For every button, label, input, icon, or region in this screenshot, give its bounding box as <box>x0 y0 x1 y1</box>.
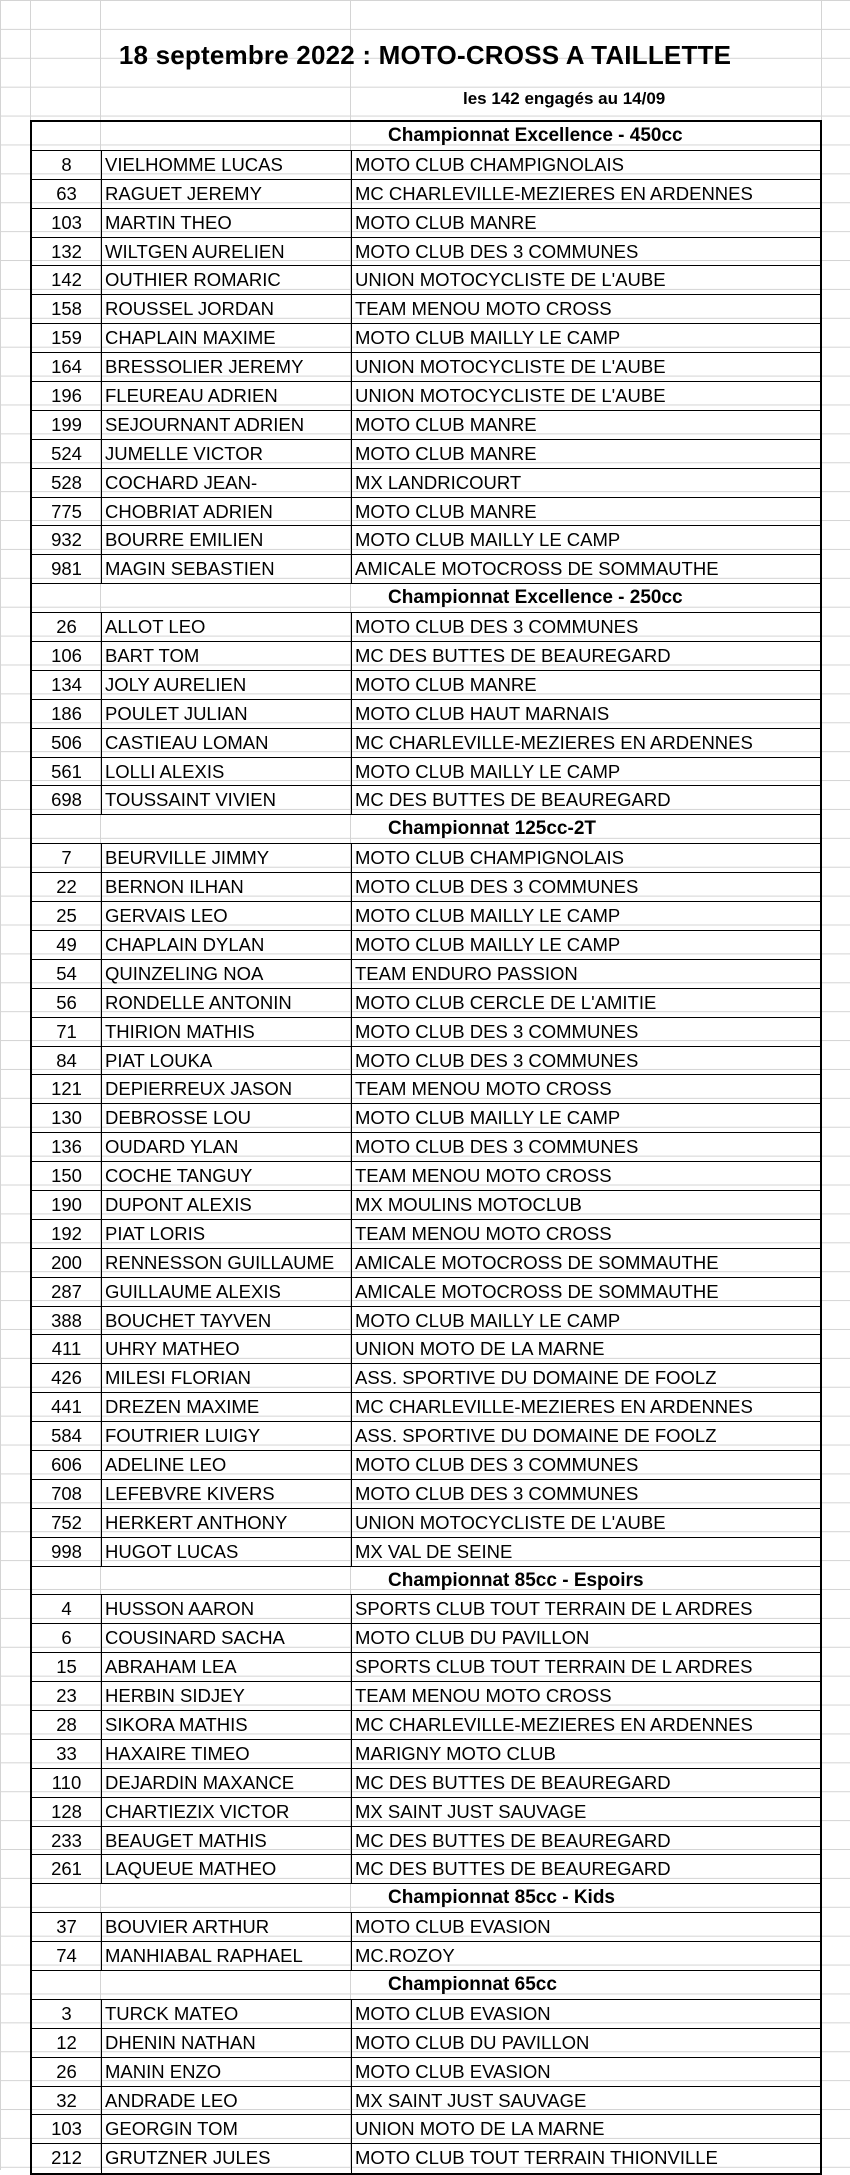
table-row <box>32 1942 820 1971</box>
rider-club: MOTO CLUB MANRE <box>355 500 537 522</box>
empty-cell <box>32 1567 102 1595</box>
rider-club: MX SAINT JUST SAUVAGE <box>355 2089 587 2111</box>
rider-name: MARTIN THEO <box>102 209 352 237</box>
rider-name: RONDELLE ANTONIN <box>102 989 352 1017</box>
rider-name: PIAT LORIS <box>102 1220 352 1248</box>
rider-name: ABRAHAM LEA <box>102 1653 352 1681</box>
table-row <box>32 1480 820 1509</box>
rider-club: MOTO CLUB MAILLY LE CAMP <box>355 1107 621 1129</box>
rider-name: DHENIN NATHAN <box>102 2029 352 2057</box>
rider-name: OUDARD YLAN <box>102 1133 352 1161</box>
table-row <box>32 353 820 382</box>
rider-club: UNION MOTOCYCLISTE DE L'AUBE <box>355 269 666 291</box>
rider-club: MOTO CLUB CHAMPIGNOLAIS <box>355 847 624 869</box>
rider-name: CASTIEAU LOMAN <box>102 729 352 757</box>
entries-subtitle: les 142 engagés au 14/09 <box>463 89 666 108</box>
rider-number: 698 <box>32 786 102 814</box>
table-row <box>32 1451 820 1480</box>
rider-club: MOTO CLUB DES 3 COMMUNES <box>355 240 639 262</box>
rider-club: MC DES BUTTES DE BEAUREGARD <box>355 789 671 811</box>
rider-number: 164 <box>32 353 102 381</box>
rider-club: ASS. SPORTIVE DU DOMAINE DE FOOLZ <box>355 1367 717 1389</box>
rider-name: SIKORA MATHIS <box>102 1711 352 1739</box>
table-row <box>32 671 820 700</box>
rider-club: MC CHARLEVILLE-MEZIERES EN ARDENNES <box>355 1396 753 1418</box>
table-row <box>32 1393 820 1422</box>
table-row <box>32 989 820 1018</box>
rider-club: MOTO CLUB DES 3 COMMUNES <box>355 1136 639 1158</box>
rider-club: MOTO CLUB MANRE <box>355 673 537 695</box>
category-title: Championnat 85cc - Espoirs <box>388 1569 644 1591</box>
table-row <box>32 411 820 440</box>
rider-club: MOTO CLUB DES 3 COMMUNES <box>355 1049 639 1071</box>
table-row <box>32 1220 820 1249</box>
table-row <box>32 526 820 555</box>
rider-club: MC CHARLEVILLE-MEZIERES EN ARDENNES <box>355 1713 753 1735</box>
rider-number: 110 <box>32 1769 102 1797</box>
rider-club: MOTO CLUB EVASION <box>355 2060 551 2082</box>
rider-number: 528 <box>32 469 102 497</box>
rider-number: 84 <box>32 1047 102 1075</box>
rider-name: ADELINE LEO <box>102 1451 352 1479</box>
rider-name: SEJOURNANT ADRIEN <box>102 411 352 439</box>
table-row <box>32 1018 820 1047</box>
table-row <box>32 1624 820 1653</box>
rider-club: MOTO CLUB DU PAVILLON <box>355 1627 590 1649</box>
table-row <box>32 1682 820 1711</box>
rider-number: 56 <box>32 989 102 1017</box>
rider-club: UNION MOTO DE LA MARNE <box>355 1338 605 1360</box>
rider-number: 8 <box>32 151 102 179</box>
rider-name: GERVAIS LEO <box>102 902 352 930</box>
rider-club: TEAM ENDURO PASSION <box>355 962 578 984</box>
rider-name: BOUVIER ARTHUR <box>102 1913 352 1941</box>
table-row <box>32 1595 820 1624</box>
rider-club: UNION MOTOCYCLISTE DE L'AUBE <box>355 1511 666 1533</box>
rider-name: PIAT LOUKA <box>102 1047 352 1075</box>
rider-number: 3 <box>32 2000 102 2028</box>
rider-number: 932 <box>32 526 102 554</box>
rider-club: TEAM MENOU MOTO CROSS <box>355 298 612 320</box>
rider-number: 12 <box>32 2029 102 2057</box>
rider-name: TURCK MATEO <box>102 2000 352 2028</box>
table-row <box>32 1335 820 1364</box>
table-row <box>32 1538 820 1567</box>
rider-name: DEPIERREUX JASON <box>102 1075 352 1103</box>
table-row <box>32 151 820 180</box>
table-row <box>32 1509 820 1538</box>
table-row <box>32 1278 820 1307</box>
rider-club: MOTO CLUB MAILLY LE CAMP <box>355 529 621 551</box>
rider-number: 196 <box>32 382 102 410</box>
rider-club: MOTO CLUB MAILLY LE CAMP <box>355 327 621 349</box>
rider-name: ANDRADE LEO <box>102 2087 352 2115</box>
rider-name: LEFEBVRE KIVERS <box>102 1480 352 1508</box>
rider-club: MX VAL DE SEINE <box>355 1540 513 1562</box>
table-row <box>32 469 820 498</box>
rider-club: UNION MOTOCYCLISTE DE L'AUBE <box>355 385 666 407</box>
rider-name: FOUTRIER LUIGY <box>102 1422 352 1450</box>
rider-number: 7 <box>32 844 102 872</box>
rider-number: 6 <box>32 1624 102 1652</box>
rider-club: MOTO CLUB DU PAVILLON <box>355 2031 590 2053</box>
rider-club: MOTO CLUB EVASION <box>355 2002 551 2024</box>
category-title: Championnat Excellence - 450cc <box>388 125 683 146</box>
rider-name: VIELHOMME LUCAS <box>102 151 352 179</box>
rider-name: THIRION MATHIS <box>102 1018 352 1046</box>
rider-club: AMICALE MOTOCROSS DE SOMMAUTHE <box>355 1280 719 1302</box>
table-row <box>32 180 820 209</box>
rider-name: HAXAIRE TIMEO <box>102 1740 352 1768</box>
rider-club: MX MOULINS MOTOCLUB <box>355 1193 582 1215</box>
rider-name: FLEUREAU ADRIEN <box>102 382 352 410</box>
table-row <box>32 1740 820 1769</box>
rider-name: LAQUEUE MATHEO <box>102 1855 352 1883</box>
rider-number: 199 <box>32 411 102 439</box>
table-row <box>32 1364 820 1393</box>
table-row <box>32 238 820 267</box>
rider-name: MILESI FLORIAN <box>102 1364 352 1392</box>
rider-number: 752 <box>32 1509 102 1537</box>
rider-number: 200 <box>32 1249 102 1277</box>
rider-club: MOTO CLUB CERCLE DE L'AMITIE <box>355 991 657 1013</box>
rider-name: CHARTIEZIX VICTOR <box>102 1798 352 1826</box>
category-title: Championnat Excellence - 250cc <box>388 587 683 609</box>
table-row <box>32 1711 820 1740</box>
rider-club: MOTO CLUB CHAMPIGNOLAIS <box>355 153 624 175</box>
table-row <box>32 324 820 353</box>
table-row <box>32 2000 820 2029</box>
rider-number: 561 <box>32 758 102 786</box>
rider-name: BERNON ILHAN <box>102 873 352 901</box>
rider-number: 190 <box>32 1191 102 1219</box>
rider-number: 71 <box>32 1018 102 1046</box>
rider-number: 159 <box>32 324 102 352</box>
rider-number: 411 <box>32 1335 102 1363</box>
rider-number: 388 <box>32 1307 102 1335</box>
rider-club: MX SAINT JUST SAUVAGE <box>355 1800 587 1822</box>
rider-number: 192 <box>32 1220 102 1248</box>
rider-number: 4 <box>32 1595 102 1623</box>
category-header-row <box>32 1884 820 1913</box>
rider-name: MANHIABAL RAPHAEL <box>102 1942 352 1970</box>
category-title: Championnat 65cc <box>388 1974 557 1995</box>
rider-name: BEAUGET MATHIS <box>102 1827 352 1855</box>
table-row <box>32 2144 820 2173</box>
rider-club: MC CHARLEVILLE-MEZIERES EN ARDENNES <box>355 182 753 204</box>
rider-name: BOURRE EMILIEN <box>102 526 352 554</box>
table-row <box>32 873 820 902</box>
rider-number: 26 <box>32 2058 102 2086</box>
rider-club: UNION MOTOCYCLISTE DE L'AUBE <box>355 356 666 378</box>
rider-number: 103 <box>32 209 102 237</box>
rider-number: 150 <box>32 1162 102 1190</box>
rider-club: SPORTS CLUB TOUT TERRAIN DE L ARDRES <box>355 1656 753 1678</box>
rider-club: AMICALE MOTOCROSS DE SOMMAUTHE <box>355 558 719 580</box>
table-row <box>32 1104 820 1133</box>
empty-cell <box>32 584 102 612</box>
table-row <box>32 2058 820 2087</box>
table-row <box>32 382 820 411</box>
rider-number: 136 <box>32 1133 102 1161</box>
rider-number: 103 <box>32 2115 102 2143</box>
table-row <box>32 1307 820 1336</box>
rider-number: 708 <box>32 1480 102 1508</box>
rider-club: MOTO CLUB MANRE <box>355 413 537 435</box>
rider-name: BART TOM <box>102 642 352 670</box>
table-row <box>32 1798 820 1827</box>
table-row <box>32 1249 820 1278</box>
rider-club: MOTO CLUB MANRE <box>355 211 537 233</box>
rider-name: DUPONT ALEXIS <box>102 1191 352 1219</box>
rider-club: MC.ROZOY <box>355 1945 455 1967</box>
rider-name: COUSINARD SACHA <box>102 1624 352 1652</box>
rider-name: GUILLAUME ALEXIS <box>102 1278 352 1306</box>
rider-number: 775 <box>32 498 102 526</box>
table-row <box>32 758 820 787</box>
empty-cell <box>102 1884 352 1912</box>
table-row <box>32 266 820 295</box>
rider-club: MC CHARLEVILLE-MEZIERES EN ARDENNES <box>355 731 753 753</box>
rider-name: OUTHIER ROMARIC <box>102 266 352 294</box>
category-header-row <box>32 584 820 613</box>
rider-name: HUGOT LUCAS <box>102 1538 352 1566</box>
table-row <box>32 960 820 989</box>
empty-cell <box>32 122 102 150</box>
rider-number: 134 <box>32 671 102 699</box>
rider-name: CHOBRIAT ADRIEN <box>102 498 352 526</box>
rider-number: 28 <box>32 1711 102 1739</box>
rider-number: 23 <box>32 1682 102 1710</box>
rider-name: COCHE TANGUY <box>102 1162 352 1190</box>
table-row <box>32 440 820 469</box>
table-row <box>32 902 820 931</box>
table-row <box>32 1047 820 1076</box>
rider-name: DREZEN MAXIME <box>102 1393 352 1421</box>
table-row <box>32 1133 820 1162</box>
rider-number: 287 <box>32 1278 102 1306</box>
rider-name: GRUTZNER JULES <box>102 2144 352 2173</box>
table-row <box>32 555 820 584</box>
rider-club: MOTO CLUB DES 3 COMMUNES <box>355 616 639 638</box>
category-header-row <box>32 1567 820 1596</box>
rider-name: HERBIN SIDJEY <box>102 1682 352 1710</box>
rider-name: MANIN ENZO <box>102 2058 352 2086</box>
rider-name: COCHARD JEAN- <box>102 469 352 497</box>
empty-cell <box>102 1971 352 1999</box>
rider-name: MAGIN SEBASTIEN <box>102 555 352 583</box>
rider-club: SPORTS CLUB TOUT TERRAIN DE L ARDRES <box>355 1598 753 1620</box>
rider-club: MOTO CLUB HAUT MARNAIS <box>355 702 610 724</box>
table-row <box>32 700 820 729</box>
rider-club: MC DES BUTTES DE BEAUREGARD <box>355 1771 671 1793</box>
category-header-row <box>32 122 820 151</box>
table-row <box>32 613 820 642</box>
rider-number: 524 <box>32 440 102 468</box>
rider-club: TEAM MENOU MOTO CROSS <box>355 1078 612 1100</box>
table-row <box>32 2029 820 2058</box>
rider-club: MOTO CLUB MAILLY LE CAMP <box>355 905 621 927</box>
table-row <box>32 1191 820 1220</box>
page-title: 18 septembre 2022 : MOTO-CROSS A TAILLETTE <box>118 40 732 70</box>
rider-club: MOTO CLUB MANRE <box>355 442 537 464</box>
rider-number: 506 <box>32 729 102 757</box>
rider-club: MOTO CLUB MAILLY LE CAMP <box>355 933 621 955</box>
rider-club: MOTO CLUB DES 3 COMMUNES <box>355 1482 639 1504</box>
rider-number: 142 <box>32 266 102 294</box>
rider-number: 25 <box>32 902 102 930</box>
table-row <box>32 642 820 671</box>
rider-club: MOTO CLUB MAILLY LE CAMP <box>355 760 621 782</box>
rider-number: 26 <box>32 613 102 641</box>
category-title: Championnat 125cc-2T <box>388 818 596 840</box>
table-row <box>32 844 820 873</box>
rider-name: DEJARDIN MAXANCE <box>102 1769 352 1797</box>
empty-cell <box>102 584 352 612</box>
rider-name: QUINZELING NOA <box>102 960 352 988</box>
empty-cell <box>32 1971 102 1999</box>
rider-name: CHAPLAIN MAXIME <box>102 324 352 352</box>
rider-number: 32 <box>32 2087 102 2115</box>
rider-name: RENNESSON GUILLAUME <box>102 1249 352 1277</box>
category-header-row <box>32 815 820 844</box>
rider-club: MC DES BUTTES DE BEAUREGARD <box>355 1858 671 1880</box>
rider-name: ALLOT LEO <box>102 613 352 641</box>
rider-name: HERKERT ANTHONY <box>102 1509 352 1537</box>
table-row <box>32 2115 820 2144</box>
table-row <box>32 1162 820 1191</box>
rider-club: UNION MOTO DE LA MARNE <box>355 2118 605 2140</box>
table-row <box>32 1827 820 1856</box>
table-row <box>32 1422 820 1451</box>
rider-number: 212 <box>32 2144 102 2173</box>
rider-name: BRESSOLIER JEREMY <box>102 353 352 381</box>
empty-cell <box>32 1884 102 1912</box>
table-row <box>32 1913 820 1942</box>
rider-club: TEAM MENOU MOTO CROSS <box>355 1685 612 1707</box>
category-header-row <box>32 1971 820 2000</box>
table-row <box>32 931 820 960</box>
rider-number: 998 <box>32 1538 102 1566</box>
rider-name: CHAPLAIN DYLAN <box>102 931 352 959</box>
rider-number: 128 <box>32 1798 102 1826</box>
rider-name: RAGUET JEREMY <box>102 180 352 208</box>
rider-number: 121 <box>32 1075 102 1103</box>
rider-club: MOTO CLUB DES 3 COMMUNES <box>355 876 639 898</box>
rider-club: MC DES BUTTES DE BEAUREGARD <box>355 645 671 667</box>
rider-number: 584 <box>32 1422 102 1450</box>
rider-number: 186 <box>32 700 102 728</box>
rider-name: JOLY AURELIEN <box>102 671 352 699</box>
rider-name: DEBROSSE LOU <box>102 1104 352 1132</box>
rider-club: MOTO CLUB EVASION <box>355 1916 551 1938</box>
rider-club: TEAM MENOU MOTO CROSS <box>355 1222 612 1244</box>
table-row <box>32 1653 820 1682</box>
rider-name: LOLLI ALEXIS <box>102 758 352 786</box>
rider-club: MOTO CLUB DES 3 COMMUNES <box>355 1020 639 1042</box>
rider-number: 37 <box>32 1913 102 1941</box>
table-row <box>32 2087 820 2116</box>
table-row <box>32 1855 820 1884</box>
rider-name: UHRY MATHEO <box>102 1335 352 1363</box>
table-row <box>32 1769 820 1798</box>
rider-club: MC DES BUTTES DE BEAUREGARD <box>355 1829 671 1851</box>
rider-club: MOTO CLUB TOUT TERRAIN THIONVILLE <box>355 2147 718 2169</box>
rider-name: WILTGEN AURELIEN <box>102 238 352 266</box>
rider-number: 441 <box>32 1393 102 1421</box>
table-row <box>32 498 820 527</box>
rider-number: 49 <box>32 931 102 959</box>
rider-number: 158 <box>32 295 102 323</box>
table-row <box>32 729 820 758</box>
rider-name: BOUCHET TAYVEN <box>102 1307 352 1335</box>
rider-name: BEURVILLE JIMMY <box>102 844 352 872</box>
empty-cell <box>102 1567 352 1595</box>
empty-cell <box>102 122 352 150</box>
rider-number: 130 <box>32 1104 102 1132</box>
rider-name: JUMELLE VICTOR <box>102 440 352 468</box>
rider-name: ROUSSEL JORDAN <box>102 295 352 323</box>
table-row <box>32 1075 820 1104</box>
rider-number: 426 <box>32 1364 102 1392</box>
rider-number: 74 <box>32 1942 102 1970</box>
rider-number: 54 <box>32 960 102 988</box>
rider-number: 33 <box>32 1740 102 1768</box>
rider-name: POULET JULIAN <box>102 700 352 728</box>
rider-number: 606 <box>32 1451 102 1479</box>
rider-number: 15 <box>32 1653 102 1681</box>
rider-number: 106 <box>32 642 102 670</box>
rider-name: HUSSON AARON <box>102 1595 352 1623</box>
table-row <box>32 786 820 815</box>
rider-name: TOUSSAINT VIVIEN <box>102 786 352 814</box>
rider-number: 261 <box>32 1855 102 1883</box>
empty-cell <box>32 815 102 843</box>
rider-name: GEORGIN TOM <box>102 2115 352 2143</box>
rider-club: AMICALE MOTOCROSS DE SOMMAUTHE <box>355 1251 719 1273</box>
rider-club: MOTO CLUB DES 3 COMMUNES <box>355 1453 639 1475</box>
category-title: Championnat 85cc - Kids <box>388 1887 615 1909</box>
table-row <box>32 295 820 324</box>
rider-number: 132 <box>32 238 102 266</box>
rider-club: TEAM MENOU MOTO CROSS <box>355 1165 612 1187</box>
rider-number: 233 <box>32 1827 102 1855</box>
empty-cell <box>102 815 352 843</box>
rider-club: MX LANDRICOURT <box>355 471 522 493</box>
table-row <box>32 209 820 238</box>
rider-club: ASS. SPORTIVE DU DOMAINE DE FOOLZ <box>355 1425 717 1447</box>
rider-number: 981 <box>32 555 102 583</box>
entries-table <box>30 120 822 2175</box>
rider-club: MOTO CLUB MAILLY LE CAMP <box>355 1309 621 1331</box>
rider-number: 63 <box>32 180 102 208</box>
rider-club: MARIGNY MOTO CLUB <box>355 1742 556 1764</box>
rider-number: 22 <box>32 873 102 901</box>
